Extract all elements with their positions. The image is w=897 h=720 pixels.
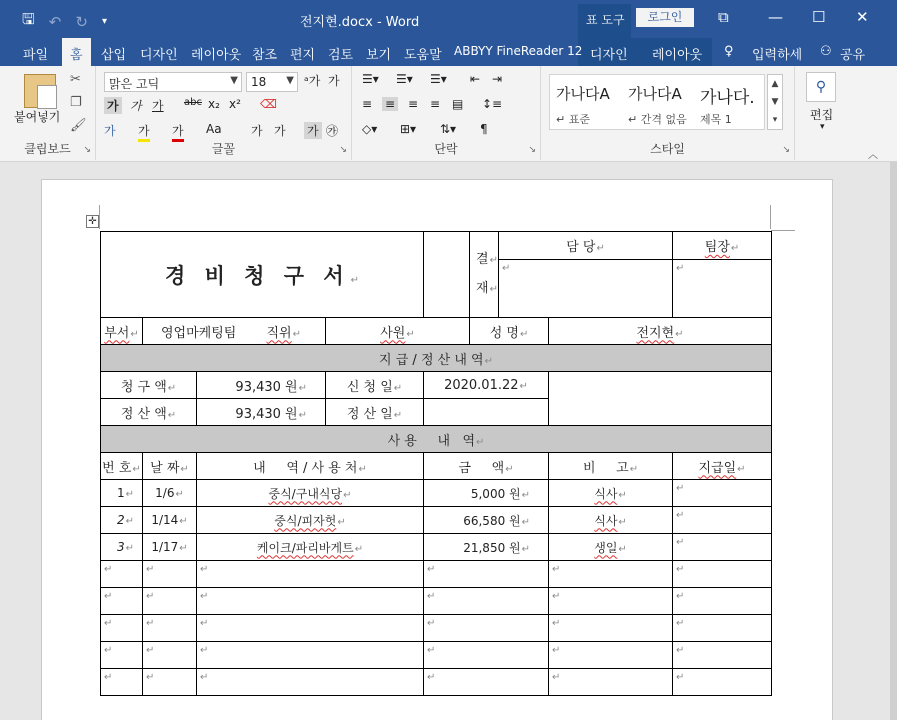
apply-value-cell[interactable]: 2020.01.22↵ <box>424 372 549 399</box>
empty-cell[interactable]: ↵ <box>101 561 143 588</box>
row-amount[interactable]: 21,850 원↵ <box>424 534 549 561</box>
empty-cell[interactable]: ↵ <box>673 642 772 669</box>
tab-layout[interactable]: 레이아웃 <box>191 48 242 63</box>
bold-icon[interactable]: 가 <box>104 97 122 114</box>
column-header-no: 번 호↵ <box>101 453 143 480</box>
empty-cell[interactable]: ↵ <box>424 669 549 696</box>
login-button[interactable]: 로그인 <box>636 8 694 27</box>
settle-label-cell: 정 산 액↵ <box>101 399 197 426</box>
paragraph-label: 단락 <box>434 142 458 156</box>
empty-cell[interactable]: ↵ <box>197 615 424 642</box>
tab-insert[interactable]: 삽입 <box>101 48 127 63</box>
font-size-combo[interactable] <box>246 72 298 92</box>
table-move-handle-icon[interactable]: ✛ <box>86 215 99 228</box>
column-header-amount: 금 액↵ <box>424 453 549 480</box>
column-header-date: 날 짜↵ <box>143 453 197 480</box>
empty-cell[interactable]: ↵ <box>673 669 772 696</box>
more-icon[interactable]: ▾ <box>772 115 778 125</box>
row-desc[interactable]: 중식/구내식당↵ <box>197 480 424 507</box>
row-paydate[interactable]: ↵ <box>673 507 772 534</box>
table-row <box>101 480 772 507</box>
tab-home[interactable]: 홈 <box>62 38 91 66</box>
customize-qat-icon[interactable]: ▾ <box>101 16 107 27</box>
editing-group <box>795 66 851 160</box>
claim-value-cell[interactable]: 93,430 원↵ <box>197 372 326 399</box>
row-note[interactable]: 식사↵ <box>549 480 673 507</box>
increase-indent-icon[interactable]: ⇥ <box>492 72 503 86</box>
collapse-ribbon-icon[interactable]: ︿ <box>868 150 878 161</box>
dept-value-cell[interactable]: 영업마케팅팀 직위↵ <box>143 318 326 345</box>
ribbon-tabs <box>0 38 897 66</box>
strikethrough-icon[interactable]: abc <box>184 97 202 108</box>
subscript-icon[interactable]: x₂ <box>208 97 220 111</box>
document-title: 전지현.docx - Word <box>300 15 420 30</box>
tab-file[interactable]: 파일 <box>23 48 49 63</box>
paste-button[interactable]: 붙여넣기 <box>14 110 61 124</box>
empty-cell[interactable]: ↵ <box>143 588 197 615</box>
font-color-icon[interactable]: 가 <box>172 122 184 142</box>
table-tools-label: 표 도구 <box>578 4 631 38</box>
phonetic-guide-icon[interactable]: 가 <box>251 124 263 138</box>
empty-cell[interactable]: ↵ <box>101 642 143 669</box>
empty-cell[interactable]: ↵ <box>101 669 143 696</box>
empty-cell[interactable]: ↵ <box>424 561 549 588</box>
row-paydate[interactable]: ↵ <box>673 534 772 561</box>
share-button[interactable]: 공유 <box>840 48 866 63</box>
title-bar <box>0 0 897 38</box>
expense-form-table <box>100 231 772 696</box>
tab-table-design[interactable]: 디자인 <box>590 48 628 63</box>
row-paydate[interactable]: ↵ <box>673 480 772 507</box>
style-name: ↵ 간격 없음 <box>628 113 687 126</box>
position-value-cell[interactable]: 사원↵ <box>326 318 470 345</box>
empty-cell[interactable]: ↵ <box>101 615 143 642</box>
form-title-cell: 경 비 청 구 서↵ <box>101 232 424 318</box>
quick-access-toolbar <box>22 9 107 34</box>
form-title: 경 비 청 구 서 <box>164 263 350 288</box>
row-note[interactable]: 식사↵ <box>549 507 673 534</box>
empty-cell[interactable]: ↵ <box>197 642 424 669</box>
row-date[interactable]: 1/14↵ <box>143 507 197 534</box>
maximize-icon[interactable]: ☐ <box>812 8 826 26</box>
name-value-cell[interactable]: 전지현↵ <box>549 318 772 345</box>
style-preview: 가나다A <box>628 85 682 103</box>
lightbulb-icon: ♀ <box>724 44 734 59</box>
align-left-icon[interactable]: ≡ <box>362 97 373 111</box>
chevron-down-icon[interactable]: ▾ <box>820 122 825 132</box>
team-lead-header: 팀장↵ <box>673 232 772 260</box>
empty-cell[interactable]: ↵ <box>101 588 143 615</box>
multilevel-list-icon[interactable]: ☰▾ <box>430 72 447 86</box>
char-shading-icon[interactable]: 가 <box>304 122 322 139</box>
line-spacing-icon[interactable]: ↕≡ <box>482 97 503 111</box>
empty-cell[interactable]: ↵ <box>424 588 549 615</box>
section-usage-header: 사 용 내 역↵ <box>101 426 772 453</box>
distribute-icon[interactable]: ▤ <box>452 97 464 111</box>
approval-label-cell <box>470 232 499 318</box>
style-heading-1[interactable] <box>694 75 766 131</box>
table-row <box>101 561 772 588</box>
row-date[interactable]: 1/6↵ <box>143 480 197 507</box>
row-desc[interactable]: 중식/피자헛↵ <box>197 507 424 534</box>
empty-cell[interactable]: ↵ <box>424 615 549 642</box>
tab-abbyy[interactable]: ABBYY FineReader 12 <box>454 44 583 58</box>
copy-icon[interactable]: ❐ <box>70 95 82 110</box>
minimize-icon[interactable]: — <box>768 8 783 26</box>
align-right-icon[interactable]: ≡ <box>408 97 419 111</box>
style-no-spacing[interactable] <box>622 75 694 131</box>
sort-icon[interactable]: ⇅▾ <box>440 122 457 136</box>
editing-button[interactable]: 편집 <box>810 108 834 122</box>
table-row <box>101 642 772 669</box>
font-label: 글꼴 <box>211 142 236 156</box>
enclose-char-icon[interactable]: ㉮ <box>326 124 339 138</box>
row-amount[interactable]: 5,000 원↵ <box>424 480 549 507</box>
justify-icon[interactable]: ≡ <box>430 97 441 111</box>
empty-cell[interactable]: ↵ <box>197 588 424 615</box>
empty-cell[interactable]: ↵ <box>197 561 424 588</box>
tab-help[interactable]: 도움말 <box>404 48 442 63</box>
empty-cell[interactable]: ↵ <box>424 642 549 669</box>
settle-value-cell[interactable]: 93,430 원↵ <box>197 399 326 426</box>
table-row <box>101 615 772 642</box>
chevron-down-icon: ▼ <box>230 75 238 86</box>
chevron-down-icon[interactable]: ▼ <box>771 97 779 107</box>
row-no[interactable]: 2↵ <box>101 507 143 534</box>
empty-cell[interactable]: ↵ <box>549 642 673 669</box>
crop-mark <box>771 230 795 231</box>
styles-launcher-icon[interactable]: ↘ <box>782 145 790 155</box>
table-row <box>101 669 772 696</box>
empty-cell[interactable]: ↵ <box>549 615 673 642</box>
settle-date-value-cell[interactable] <box>424 399 549 426</box>
show-marks-icon[interactable]: ¶ <box>480 122 488 136</box>
styles-label: 스타일 <box>650 142 685 156</box>
approval-label-1: 결↵ <box>476 251 498 267</box>
crop-mark <box>99 205 100 229</box>
ribbon <box>0 66 897 162</box>
style-name: ↵ 표준 <box>556 113 590 126</box>
empty-cell[interactable]: ↵ <box>143 669 197 696</box>
decrease-indent-icon[interactable]: ⇤ <box>470 72 481 86</box>
text-effects-icon[interactable]: 가 <box>104 124 116 138</box>
styles-scroll[interactable] <box>767 74 783 130</box>
grow-font-icon[interactable]: ᵃ가 <box>304 74 321 88</box>
clipboard-launcher-icon[interactable]: ↘ <box>83 145 91 155</box>
undo-icon[interactable]: ↶ <box>48 12 62 31</box>
style-name: 제목 1 <box>700 113 732 126</box>
italic-icon[interactable]: 가 <box>130 99 142 113</box>
bullets-icon[interactable]: ☰▾ <box>362 72 379 86</box>
font-size-change-icon[interactable]: Aa <box>206 122 222 136</box>
row-amount[interactable]: 66,580 원↵ <box>424 507 549 534</box>
style-preview: 가나다. <box>700 88 755 108</box>
underline-icon[interactable]: 가 <box>152 99 164 113</box>
cut-icon[interactable]: ✂ <box>70 72 81 87</box>
row-date[interactable]: 1/17↵ <box>143 534 197 561</box>
vertical-scrollbar[interactable] <box>890 162 897 720</box>
numbering-icon[interactable]: ☰▾ <box>396 72 413 86</box>
save-icon[interactable]: 🖫 <box>22 10 35 28</box>
font-name-value: 맑은 고딕 <box>109 77 160 91</box>
font-launcher-icon[interactable]: ↘ <box>339 145 347 155</box>
font-group <box>96 66 352 160</box>
empty-cell[interactable]: ↵ <box>143 561 197 588</box>
name-label-cell: 성 명↵ <box>470 318 549 345</box>
format-painter-icon[interactable]: 🖌 <box>70 118 87 133</box>
row-note[interactable]: 생일↵ <box>549 534 673 561</box>
empty-cell[interactable]: ↵ <box>197 669 424 696</box>
empty-cell[interactable]: ↵ <box>549 669 673 696</box>
style-preview: 가나다A <box>556 85 610 103</box>
font-size-value: 18 <box>251 75 267 89</box>
empty-cell[interactable]: ↵ <box>549 588 673 615</box>
borders-icon[interactable]: ⊞▾ <box>400 122 417 136</box>
empty-cell[interactable]: ↵ <box>143 615 197 642</box>
settle-date-label-cell: 정 산 일↵ <box>326 399 424 426</box>
tab-table-layout[interactable]: 레이아웃 <box>652 48 703 63</box>
tab-references[interactable]: 참조 <box>252 48 278 63</box>
search-icon[interactable]: ⚲ <box>806 72 836 102</box>
empty-cell[interactable]: ↵ <box>673 615 772 642</box>
section-settlement-header: 지 급 / 정 산 내 역↵ <box>101 345 772 372</box>
crop-mark <box>770 205 771 229</box>
approval-label-2: 재↵ <box>476 280 498 296</box>
empty-cell[interactable]: ↵ <box>673 561 772 588</box>
tab-design[interactable]: 디자인 <box>140 48 178 63</box>
ribbon-display-icon[interactable]: ⧉ <box>718 8 729 26</box>
column-header-note: 비 고↵ <box>549 453 673 480</box>
manager-header: 담 당↵ <box>499 232 673 260</box>
tab-mailings[interactable]: 편지 <box>290 48 316 63</box>
empty-cell[interactable]: ↵ <box>549 561 673 588</box>
align-center-icon[interactable]: ≡ <box>382 97 398 111</box>
column-header-paydate: 지급일↵ <box>673 453 772 480</box>
clear-formatting-icon[interactable]: ⌫ <box>260 97 277 111</box>
superscript-icon[interactable]: x² <box>229 97 241 111</box>
change-case-icon[interactable]: 가 <box>328 74 340 88</box>
shading-icon[interactable]: ◇▾ <box>362 122 378 136</box>
asian-layout-icon[interactable]: 가 <box>274 124 286 138</box>
column-header-desc: 내 역 / 사 용 처↵ <box>197 453 424 480</box>
blank-cell[interactable] <box>549 372 772 426</box>
row-desc[interactable]: 케이크/파리바게트↵ <box>197 534 424 561</box>
highlight-icon[interactable]: 가 <box>138 122 150 142</box>
team-lead-sign-cell[interactable]: ↵ <box>673 260 772 318</box>
chevron-down-icon: ▼ <box>286 75 294 86</box>
row-no[interactable]: 1↵ <box>101 480 143 507</box>
paste-icon[interactable] <box>24 74 56 108</box>
chevron-up-icon[interactable]: ▲ <box>771 79 779 89</box>
tab-review[interactable]: 검토 <box>328 48 354 63</box>
tell-me-input[interactable]: 입력하세 <box>752 48 803 63</box>
table-row <box>101 507 772 534</box>
style-normal[interactable] <box>550 75 622 131</box>
styles-gallery <box>549 74 765 130</box>
paragraph-launcher-icon[interactable]: ↘ <box>528 145 536 155</box>
spacer-cell <box>424 232 470 318</box>
redo-icon[interactable]: ↻ <box>75 12 88 31</box>
manager-sign-cell[interactable]: ↵ <box>499 260 673 318</box>
close-icon[interactable]: ✕ <box>856 8 869 26</box>
font-name-combo[interactable] <box>104 72 242 92</box>
person-icon: ⚇ <box>820 44 832 59</box>
claim-label-cell: 청 구 액↵ <box>101 372 197 399</box>
table-row <box>101 588 772 615</box>
clipboard-label: 클립보드 <box>24 142 71 156</box>
apply-label-cell: 신 청 일↵ <box>326 372 424 399</box>
clipboard-group <box>0 66 96 160</box>
paragraph-group <box>352 66 541 160</box>
table-row <box>101 534 772 561</box>
empty-cell[interactable]: ↵ <box>143 642 197 669</box>
row-no[interactable]: 3↵ <box>101 534 143 561</box>
empty-cell[interactable]: ↵ <box>673 588 772 615</box>
tab-view[interactable]: 보기 <box>366 48 392 63</box>
dept-label-cell: 부서↵ <box>101 318 143 345</box>
